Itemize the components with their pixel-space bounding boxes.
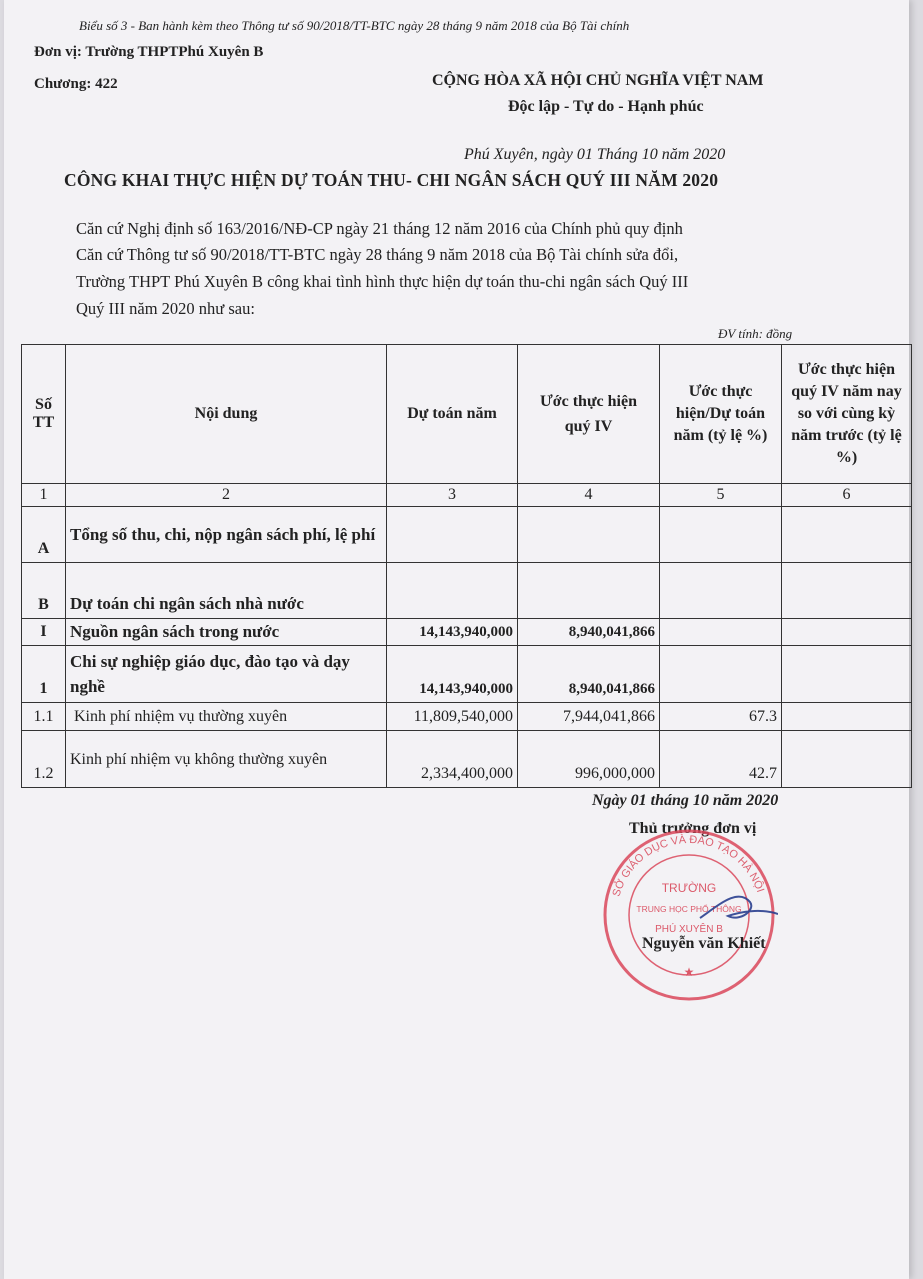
unit-of-measure-note: ĐV tính: đồng bbox=[718, 326, 793, 341]
col-number: 4 bbox=[518, 484, 660, 507]
row-number: 1.1 bbox=[22, 703, 66, 731]
intro-line: Căn cứ Nghị định số 163/2016/NĐ-CP ngày 21 tháng 12 năm 2016 của Chính phủ quy định bbox=[76, 219, 683, 238]
form-reference-note: Biểu số 3 - Ban hành kèm theo Thông tư số 90/2018/TT-BTC ngày 28 tháng 9 năm 2018 của Bộ Tài chính bbox=[79, 18, 630, 33]
row-du-toan: 2,334,400,000 bbox=[387, 731, 518, 788]
table-row bbox=[22, 563, 912, 619]
stamp-bottom-text: PHÚ XUYÊN B bbox=[655, 924, 723, 935]
stamp-ring-text: SỞ GIÁO DỤC VÀ ĐÀO TẠO HÀ NỘI bbox=[610, 833, 767, 899]
col-number: 1 bbox=[22, 484, 66, 507]
col-number: 5 bbox=[660, 484, 782, 507]
table-row bbox=[22, 507, 912, 563]
signature-date: Ngày 01 tháng 10 năm 2020 bbox=[592, 792, 779, 809]
signatory-title: Thủ trưởng đơn vị bbox=[629, 820, 757, 837]
row-ty-le-6 bbox=[782, 619, 912, 646]
table-row bbox=[22, 731, 912, 788]
row-ty-le-6 bbox=[782, 507, 912, 563]
row-ty-le-5: 42.7 bbox=[660, 731, 782, 788]
row-number: I bbox=[22, 619, 66, 646]
row-du-toan: 14,143,940,000 bbox=[387, 646, 518, 703]
place-date-line: Phú Xuyên, ngày 01 Tháng 10 năm 2020 bbox=[464, 146, 726, 163]
row-content: Chi sự nghiệp giáo dục, đào tạo và dạy nghề bbox=[66, 646, 387, 703]
row-content: Dự toán chi ngân sách nhà nước bbox=[66, 563, 387, 619]
col-number: 3 bbox=[387, 484, 518, 507]
row-ty-le-6 bbox=[782, 563, 912, 619]
row-ty-le-5 bbox=[660, 619, 782, 646]
svg-text:★: ★ bbox=[683, 965, 695, 979]
signatory-name: Nguyễn văn Khiết bbox=[642, 935, 766, 952]
row-content: Tổng số thu, chi, nộp ngân sách phí, lệ phí bbox=[66, 507, 387, 563]
header-so-tt: Số TT bbox=[22, 345, 66, 484]
row-number: A bbox=[22, 507, 66, 563]
intro-line: Căn cứ Thông tư số 90/2018/TT-BTC ngày 28 tháng 9 năm 2018 của Bộ Tài chính sửa đổi, bbox=[76, 245, 679, 264]
table-row bbox=[22, 646, 912, 703]
budget-table bbox=[21, 344, 912, 788]
document-title: CÔNG KHAI THỰC HIỆN DỰ TOÁN THU- CHI NGÂN SÁCH QUÝ III NĂM 2020 bbox=[64, 170, 719, 190]
stamp-mid-text: TRUNG HỌC PHỔ THÔNG bbox=[636, 904, 742, 914]
table-row bbox=[22, 703, 912, 731]
col-number: 6 bbox=[782, 484, 912, 507]
row-number: 1.2 bbox=[22, 731, 66, 788]
header-ty-le-cung-ky: Ước thực hiện quý IV năm nay so với cùng kỳ năm trước (tỷ lệ %) bbox=[782, 345, 912, 484]
national-motto: Độc lập - Tự do - Hạnh phúc bbox=[508, 98, 704, 115]
col-number: 2 bbox=[66, 484, 387, 507]
column-number-row bbox=[22, 484, 912, 507]
row-du-toan: 11,809,540,000 bbox=[387, 703, 518, 731]
row-ty-le-5 bbox=[660, 563, 782, 619]
row-number: B bbox=[22, 563, 66, 619]
header-uoc-thuc-hien: Ước thực hiện quý IV bbox=[518, 345, 660, 484]
document-page bbox=[4, 0, 909, 1279]
row-du-toan: 14,143,940,000 bbox=[387, 619, 518, 646]
header-du-toan: Dự toán năm bbox=[387, 345, 518, 484]
row-ty-le-6 bbox=[782, 731, 912, 788]
stamp-top-text: TRƯỜNG bbox=[661, 881, 717, 895]
table-header-row bbox=[22, 345, 912, 484]
row-number: 1 bbox=[22, 646, 66, 703]
official-seal-icon bbox=[600, 826, 778, 1004]
row-ty-le-6 bbox=[782, 646, 912, 703]
row-content: Kinh phí nhiệm vụ thường xuyên bbox=[66, 703, 387, 731]
header-noi-dung: Nội dung bbox=[66, 345, 387, 484]
row-ty-le-5 bbox=[660, 507, 782, 563]
row-content: Nguồn ngân sách trong nước bbox=[66, 619, 387, 646]
row-du-toan bbox=[387, 563, 518, 619]
row-content: Kinh phí nhiệm vụ không thường xuyên bbox=[66, 731, 387, 788]
row-uoc-thuc-hien bbox=[518, 507, 660, 563]
row-uoc-thuc-hien bbox=[518, 563, 660, 619]
chapter-code: Chương: 422 bbox=[34, 76, 118, 92]
row-uoc-thuc-hien: 8,940,041,866 bbox=[518, 619, 660, 646]
intro-line: Trường THPT Phú Xuyên B công khai tình hình thực hiện dự toán thu-chi ngân sách Quý III bbox=[76, 272, 689, 291]
intro-line: Quý III năm 2020 như sau: bbox=[76, 299, 255, 318]
row-uoc-thuc-hien: 996,000,000 bbox=[518, 731, 660, 788]
table-row bbox=[22, 619, 912, 646]
unit-name: Đơn vị: Trường THPTPhú Xuyên B bbox=[34, 44, 264, 60]
row-ty-le-5 bbox=[660, 646, 782, 703]
row-uoc-thuc-hien: 8,940,041,866 bbox=[518, 646, 660, 703]
national-title: CỘNG HÒA XÃ HỘI CHỦ NGHĨA VIỆT NAM bbox=[432, 72, 764, 89]
row-ty-le-5: 67.3 bbox=[660, 703, 782, 731]
row-ty-le-6 bbox=[782, 703, 912, 731]
header-ty-le-du-toan: Ước thực hiện/Dự toán năm (tỷ lệ %) bbox=[660, 345, 782, 484]
row-uoc-thuc-hien: 7,944,041,866 bbox=[518, 703, 660, 731]
row-du-toan bbox=[387, 507, 518, 563]
